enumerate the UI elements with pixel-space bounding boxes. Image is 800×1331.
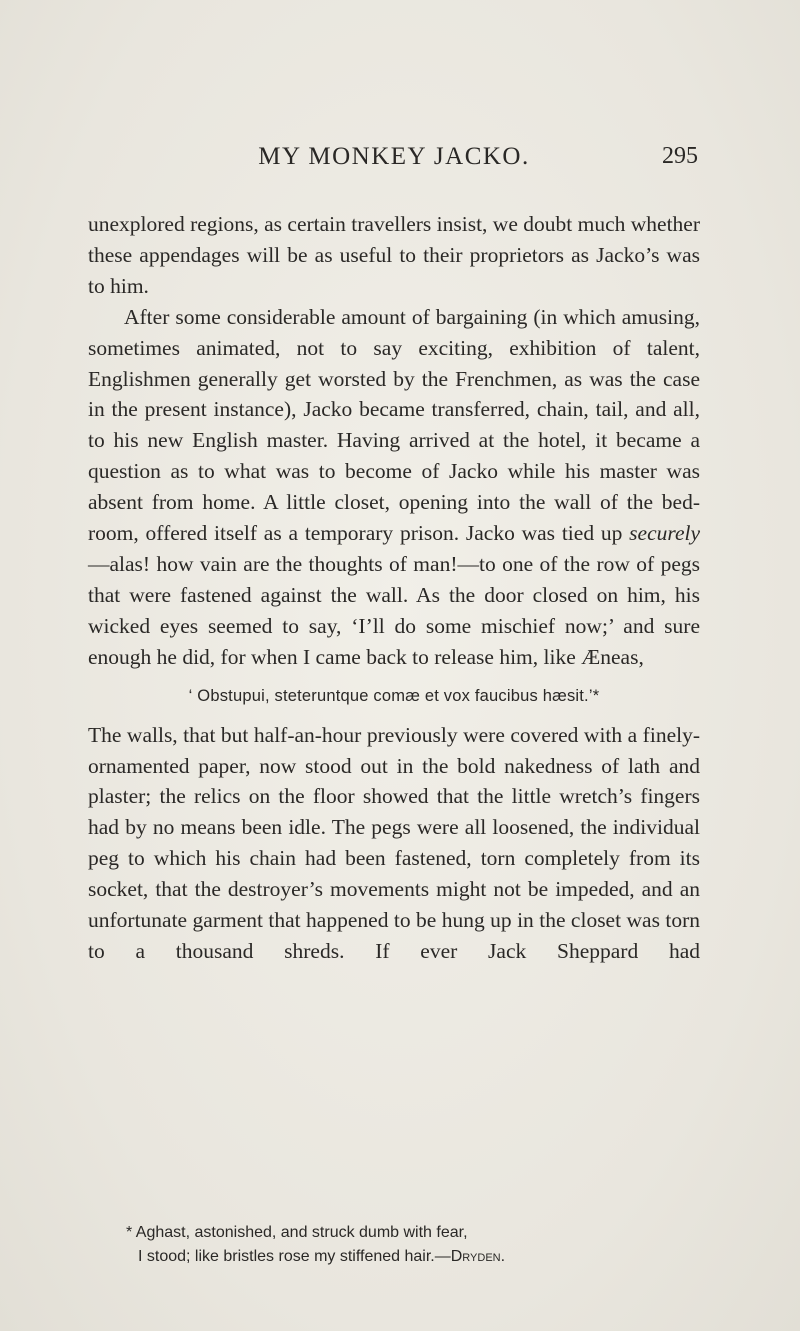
page-number: 295 [662, 143, 698, 169]
paragraph-2-text-b: —alas! how vain are the thoughts of man!—to one of the row of pegs that were fastened against the wall. As the door closed on him, his wicked eyes seemed to say, ‘I’ll do some mischief now;’ and sure enough he did, for when I came back to release him, like Æneas, [88, 551, 700, 669]
emphasis-securely: securely [629, 521, 701, 546]
footnote-line-2-text: I stood; like bristles rose my stiffened hair.— [138, 1248, 451, 1265]
footnote-line-2 [88, 1245, 700, 1269]
footnote-line-1: * Aghast, astonished, and struck dumb with fear, [126, 1224, 468, 1241]
body-text [88, 209, 700, 967]
running-head: MY MONKEY JACKO. [258, 143, 530, 170]
latin-quotation: ‘ Obstupui, steteruntque comæ et vox faucibus hæsit.’* [188, 686, 600, 705]
paragraph-3: The walls, that but half-an-hour previously were covered with a finely-ornamented paper, now stood out in the bold nakedness of lath and plaster; the relics on the floor showed that the little wretch’s fingers had by no means been idle. The pegs were all loosened, the individual peg to which his chain had been fastened, torn completely from its socket, that the destroyer’s movements might not be impeded, and an unfortunate garment that happened to be hung up in the closet was torn to a thousand shreds. If ever Jack Sheppard had [88, 722, 700, 963]
footnote [88, 1221, 700, 1269]
page-header [88, 143, 700, 177]
paragraph-2-text-a: After some considerable amount of bargaining (in which amusing, sometimes animated, not to say exciting, exhibition of talent, Englishmen generally get worsted by the Frenchmen, as was the case in the present instance), Jacko became transferred, chain, tail, and all, to his new English master. Having arrived at the hotel, it became a question as to what was to become of Jacko while his master was absent from home. A little closet, opening into the wall of the bed-room, offered itself as a temporary prison. Jacko was tied up [88, 304, 700, 546]
paragraph-1: unexplored regions, as certain travellers insist, we doubt much whether these appendages will be as useful to their proprietors as Jacko’s was to him. [88, 212, 700, 298]
footnote-author: Dryden. [450, 1248, 506, 1265]
paragraph-2 [88, 302, 700, 673]
